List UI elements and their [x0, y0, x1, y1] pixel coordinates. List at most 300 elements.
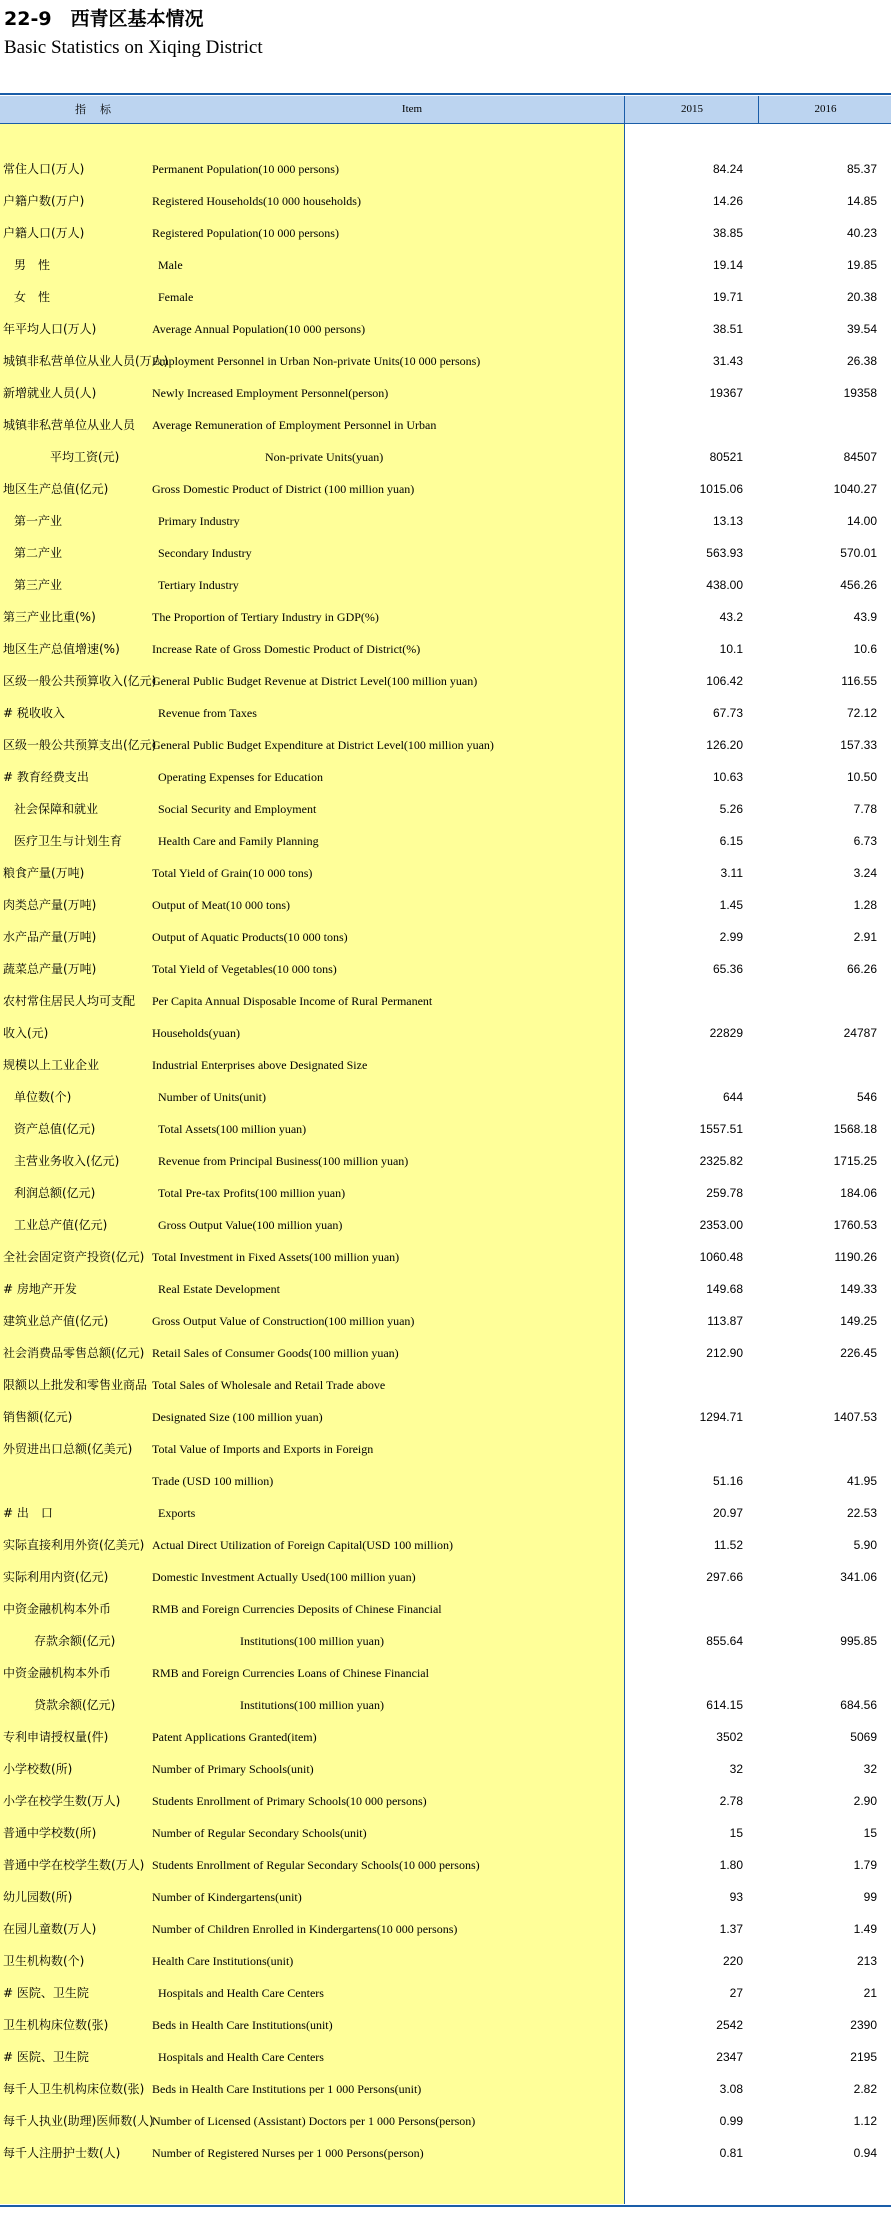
value-2016: 226.45 [840, 1346, 877, 1360]
row-label-en: Number of Registered Nurses per 1 000 Persons(person) [152, 2146, 424, 2160]
row-label-zh: 贷款余额(亿元) [34, 1698, 116, 1712]
row-label-en: Beds in Health Care Institutions(unit) [152, 2018, 333, 2032]
row-label-zh: 实际直接利用外资(亿美元) [3, 1538, 145, 1552]
value-2015: 149.68 [706, 1282, 743, 1296]
row-label-en: Hospitals and Health Care Centers [158, 2050, 324, 2064]
row-label-zh: 普通中学校数(所) [3, 1826, 97, 1840]
row-label-en: Number of Regular Secondary Schools(unit) [152, 1826, 367, 1840]
value-2016: 0.94 [853, 2146, 877, 2160]
row-label-en: Industrial Enterprises above Designated Size [152, 1058, 368, 1072]
value-2015: 84.24 [712, 162, 743, 176]
value-2015: 15 [729, 1826, 743, 1840]
top-rule [0, 93, 891, 95]
value-2016: 213 [856, 1954, 877, 1968]
value-2016: 1407.53 [833, 1410, 877, 1424]
table-row [0, 1049, 891, 1081]
table-row [0, 1689, 891, 1721]
table-row [0, 825, 891, 857]
row-label-en: Retail Sales of Consumer Goods(100 million yuan) [152, 1346, 399, 1360]
value-2015: 1.80 [719, 1858, 743, 1872]
value-2016: 14.00 [846, 514, 877, 528]
row-label-en: Number of Licensed (Assistant) Doctors per 1 000 Persons(person) [152, 2114, 476, 2128]
row-label-zh: 第一产业 [14, 514, 63, 528]
value-2016: 32 [863, 1762, 877, 1776]
table-row [0, 441, 891, 473]
row-label-en: Employment Personnel in Urban Non-private Units(10 000 persons) [152, 354, 481, 368]
row-label-en: The Proportion of Tertiary Industry in GDP(%) [152, 610, 379, 624]
row-label-zh: 在园儿童数(万人) [3, 1922, 97, 1936]
row-label-zh: 蔬菜总产量(万吨) [3, 962, 97, 976]
table-row [0, 2073, 891, 2105]
value-2015: 0.99 [719, 2114, 743, 2128]
row-label-zh: 粮食产量(万吨) [3, 866, 85, 880]
value-2015: 38.51 [712, 322, 743, 336]
table-row [0, 313, 891, 345]
value-2015: 212.90 [706, 1346, 743, 1360]
value-2015: 438.00 [706, 578, 743, 592]
value-2015: 1060.48 [699, 1250, 743, 1264]
row-label-en: Number of Primary Schools(unit) [152, 1762, 314, 1776]
table-row [0, 1913, 891, 1945]
row-label-zh: 社会保障和就业 [14, 802, 99, 816]
value-2016: 2.90 [853, 1794, 877, 1808]
table-row [0, 249, 891, 281]
value-2016: 39.54 [846, 322, 877, 336]
row-label-zh: 肉类总产量(万吨) [3, 898, 97, 912]
value-2016: 22.53 [846, 1506, 877, 1520]
value-2015: 51.16 [712, 1474, 743, 1488]
row-label-en: Increase Rate of Gross Domestic Product of District(%) [152, 642, 421, 656]
value-2015: 31.43 [712, 354, 743, 368]
row-label-zh: 地区生产总值(亿元) [3, 482, 109, 496]
row-label-zh: 男 性 [14, 258, 51, 272]
row-label-en: Hospitals and Health Care Centers [158, 1986, 324, 2000]
value-2016: 341.06 [840, 1570, 877, 1584]
table-row [0, 1209, 891, 1241]
row-label-en: Output of Aquatic Products(10 000 tons) [152, 930, 348, 944]
value-2016: 21 [863, 1986, 877, 2000]
row-label-zh: # 医院、卫生院 [3, 1986, 89, 2000]
value-2016: 26.38 [846, 354, 877, 368]
table-row [0, 473, 891, 505]
value-2015: 19.71 [712, 290, 743, 304]
row-label-zh: 限额以上批发和零售业商品 [3, 1378, 148, 1392]
row-label-zh: # 教育经费支出 [3, 770, 89, 784]
table-row [0, 601, 891, 633]
table-row [0, 1721, 891, 1753]
value-2015: 259.78 [706, 1186, 743, 1200]
row-label-en: Social Security and Employment [158, 802, 317, 816]
value-2016: 456.26 [840, 578, 877, 592]
row-label-en: Students Enrollment of Regular Secondary Schools(10 000 persons) [152, 1858, 480, 1872]
value-2015: 3502 [716, 1730, 743, 1744]
page-header [4, 4, 263, 62]
row-label-zh: 户籍户数(万户) [3, 194, 85, 208]
row-label-zh: 全社会固定资产投资(亿元) [3, 1250, 145, 1264]
value-2016: 1.12 [853, 2114, 877, 2128]
value-2016: 6.73 [853, 834, 877, 848]
row-label-en: Patent Applications Granted(item) [152, 1730, 317, 1744]
table-row [0, 1337, 891, 1369]
row-label-zh: 主营业务收入(亿元) [14, 1154, 120, 1168]
row-label-en: Average Annual Population(10 000 persons) [152, 322, 366, 336]
row-label-zh: 普通中学在校学生数(万人) [3, 1858, 145, 1872]
row-label-zh: 每千人卫生机构床位数(张) [3, 2082, 145, 2096]
row-label-zh: # 房地产开发 [3, 1282, 77, 1296]
value-2016: 116.55 [841, 674, 877, 688]
table-row [0, 1401, 891, 1433]
value-2016: 995.85 [840, 1634, 877, 1648]
value-2016: 66.26 [846, 962, 877, 976]
value-2016: 10.50 [846, 770, 877, 784]
value-2016: 2.91 [853, 930, 877, 944]
value-2015: 93 [729, 1890, 743, 1904]
row-label-en: Number of Children Enrolled in Kindergartens(10 000 persons) [152, 1922, 458, 1936]
row-label-en: Registered Households(10 000 households) [152, 194, 361, 208]
row-label-en: Institutions(100 million yuan) [240, 1634, 384, 1648]
row-label-en: Total Yield of Grain(10 000 tons) [152, 866, 313, 880]
row-label-zh: 每千人注册护士数(人) [3, 2146, 121, 2160]
row-label-en: Tertiary Industry [158, 578, 239, 592]
row-label-zh: 规模以上工业企业 [3, 1058, 100, 1072]
row-label-en: Revenue from Taxes [158, 706, 257, 720]
table-row [0, 377, 891, 409]
row-label-en: Health Care Institutions(unit) [152, 1954, 294, 1968]
table-body [0, 153, 891, 2169]
row-label-en: Female [158, 290, 194, 304]
table-row [0, 889, 891, 921]
value-2015: 2542 [716, 2018, 743, 2032]
table-row [0, 793, 891, 825]
row-label-zh: 卫生机构床位数(张) [3, 2018, 109, 2032]
value-2015: 126.20 [706, 738, 743, 752]
row-label-en: Gross Output Value of Construction(100 million yuan) [152, 1314, 415, 1328]
row-label-en: Students Enrollment of Primary Schools(10 000 persons) [152, 1794, 427, 1808]
row-label-zh: 户籍人口(万人) [3, 226, 85, 240]
row-label-en: RMB and Foreign Currencies Loans of Chinese Financial [152, 1666, 429, 1680]
row-label-zh: 城镇非私营单位从业人员(万人) [3, 354, 169, 368]
table-row [0, 2137, 891, 2169]
table-row [0, 1625, 891, 1657]
value-2016: 1760.53 [833, 1218, 877, 1232]
table-row [0, 1817, 891, 1849]
table-row [0, 1081, 891, 1113]
value-2015: 3.08 [719, 2082, 743, 2096]
table-row [0, 1273, 891, 1305]
row-label-en: Total Pre-tax Profits(100 million yuan) [158, 1186, 346, 1200]
row-label-en: Non-private Units(yuan) [265, 450, 384, 464]
value-2016: 1.49 [853, 1922, 877, 1936]
table-row [0, 1881, 891, 1913]
table-row [0, 153, 891, 185]
value-2015: 113.87 [707, 1314, 743, 1328]
row-label-en: Total Sales of Wholesale and Retail Trade above [152, 1378, 386, 1392]
value-2015: 220 [722, 1954, 743, 1968]
value-2015: 2.99 [719, 930, 743, 944]
value-2016: 1190.26 [834, 1250, 877, 1264]
value-2015: 3.11 [720, 866, 743, 880]
row-label-en: General Public Budget Expenditure at District Level(100 million yuan) [152, 738, 494, 752]
value-2015: 20.97 [712, 1506, 743, 1520]
table-row [0, 1529, 891, 1561]
value-2016: 24787 [843, 1026, 877, 1040]
table-header [0, 96, 891, 124]
value-2016: 5.90 [853, 1538, 877, 1552]
table-row [0, 1465, 891, 1497]
row-label-zh: 资产总值(亿元) [14, 1122, 96, 1136]
row-label-zh: 第二产业 [14, 546, 63, 560]
value-2016: 84507 [843, 450, 877, 464]
row-label-en: Permanent Population(10 000 persons) [152, 162, 339, 176]
table-row [0, 1241, 891, 1273]
table-row [0, 345, 891, 377]
table-row [0, 665, 891, 697]
header-year-2015: 2015 [624, 96, 759, 123]
header-item: Item [401, 103, 423, 115]
value-2015: 106.42 [706, 674, 743, 688]
title-en: Basic Statistics on Xiqing District [4, 37, 263, 58]
row-label-zh: 医疗卫生与计划生育 [14, 834, 123, 848]
value-2015: 1.45 [719, 898, 743, 912]
row-label-en: Output of Meat(10 000 tons) [152, 898, 290, 912]
row-label-en: Per Capita Annual Disposable Income of Rural Permanent [152, 994, 433, 1008]
row-label-en: Gross Domestic Product of District (100 million yuan) [152, 482, 415, 496]
row-label-en: Number of Kindergartens(unit) [152, 1890, 302, 1904]
value-2015: 10.63 [712, 770, 743, 784]
value-2015: 11.52 [713, 1538, 743, 1552]
table-row [0, 1305, 891, 1337]
table-row [0, 569, 891, 601]
value-2016: 1715.25 [833, 1154, 877, 1168]
value-2015: 0.81 [719, 2146, 743, 2160]
value-2016: 546 [856, 1090, 877, 1104]
row-label-en: Gross Output Value(100 million yuan) [158, 1218, 343, 1232]
table-row [0, 697, 891, 729]
value-2016: 14.85 [846, 194, 877, 208]
row-label-zh: 社会消费品零售总额(亿元) [3, 1346, 145, 1360]
row-label-zh: 小学在校学生数(万人) [3, 1794, 121, 1808]
row-label-en: Secondary Industry [158, 546, 252, 560]
value-2015: 65.36 [712, 962, 743, 976]
value-2015: 19367 [709, 386, 743, 400]
row-label-zh: 销售额(亿元) [3, 1410, 73, 1424]
table-row [0, 953, 891, 985]
value-2016: 2390 [850, 2018, 877, 2032]
value-2016: 43.9 [853, 610, 877, 624]
row-label-zh: 区级一般公共预算支出(亿元) [3, 738, 157, 752]
row-label-zh: 单位数(个) [14, 1090, 72, 1104]
value-2016: 184.06 [840, 1186, 877, 1200]
table-row [0, 1593, 891, 1625]
table-row [0, 409, 891, 441]
value-2015: 644 [722, 1090, 743, 1104]
row-label-en: Total Value of Imports and Exports in Foreign [152, 1442, 374, 1456]
table-row [0, 1977, 891, 2009]
row-label-zh: 每千人执业(助理)医师数(人) [3, 2114, 154, 2128]
row-label-zh: # 出 口 [3, 1506, 53, 1520]
row-label-zh: 幼儿园数(所) [3, 1890, 73, 1904]
value-2016: 41.95 [846, 1474, 877, 1488]
row-label-zh: 建筑业总产值(亿元) [3, 1314, 109, 1328]
row-label-en: Registered Population(10 000 persons) [152, 226, 339, 240]
row-label-en: Exports [158, 1506, 196, 1520]
value-2016: 15 [863, 1826, 877, 1840]
value-2016: 684.56 [840, 1698, 877, 1712]
value-2016: 85.37 [846, 162, 877, 176]
row-label-zh: 卫生机构数(个) [3, 1954, 85, 1968]
value-2015: 43.2 [719, 610, 743, 624]
table-row [0, 921, 891, 953]
table-row [0, 537, 891, 569]
value-2016: 3.24 [853, 866, 877, 880]
value-2016: 570.01 [840, 546, 877, 560]
value-2016: 7.78 [853, 802, 877, 816]
row-label-en: Institutions(100 million yuan) [240, 1698, 384, 1712]
row-label-zh: # 医院、卫生院 [3, 2050, 89, 2064]
value-2016: 157.33 [840, 738, 877, 752]
value-2015: 6.15 [719, 834, 743, 848]
value-2015: 10.1 [719, 642, 743, 656]
value-2016: 1040.27 [833, 482, 877, 496]
value-2016: 2195 [850, 2050, 877, 2064]
value-2015: 855.64 [706, 1634, 743, 1648]
value-2015: 14.26 [712, 194, 743, 208]
row-label-zh: 地区生产总值增速(%) [3, 642, 120, 656]
row-label-en: Total Yield of Vegetables(10 000 tons) [152, 962, 337, 976]
table-row [0, 761, 891, 793]
table-row [0, 985, 891, 1017]
value-2016: 1568.18 [833, 1122, 877, 1136]
table-row [0, 1433, 891, 1465]
value-2015: 1294.71 [699, 1410, 743, 1424]
value-2015: 2353.00 [699, 1218, 743, 1232]
table-row [0, 857, 891, 889]
value-2015: 19.14 [712, 258, 743, 272]
row-label-zh: 平均工资(元) [50, 450, 120, 464]
value-2016: 40.23 [846, 226, 877, 240]
value-2016: 5069 [850, 1730, 877, 1744]
row-label-zh: 外贸进出口总额(亿美元) [3, 1442, 133, 1456]
row-label-en: Total Assets(100 million yuan) [158, 1122, 307, 1136]
row-label-en: General Public Budget Revenue at District Level(100 million yuan) [152, 674, 478, 688]
row-label-zh: 第三产业比重(%) [3, 610, 96, 624]
table-row [0, 1561, 891, 1593]
value-2015: 1557.51 [699, 1122, 743, 1136]
value-2016: 1.79 [853, 1858, 877, 1872]
row-label-en: RMB and Foreign Currencies Deposits of Chinese Financial [152, 1602, 442, 1616]
row-label-zh: 区级一般公共预算收入(亿元) [3, 674, 157, 688]
row-label-zh: 农村常住居民人均可支配 [3, 994, 136, 1008]
value-2015: 1015.06 [699, 482, 743, 496]
row-label-zh: 水产品产量(万吨) [3, 930, 97, 944]
row-label-zh: 女 性 [14, 290, 51, 304]
value-2015: 13.13 [712, 514, 743, 528]
row-label-zh: 第三产业 [14, 578, 63, 592]
row-label-zh: 专利申请授权量(件) [3, 1730, 109, 1744]
value-2015: 614.15 [706, 1698, 743, 1712]
table-row [0, 1753, 891, 1785]
row-label-en: Real Estate Development [158, 1282, 280, 1296]
table-row [0, 505, 891, 537]
row-label-zh: 中资金融机构本外币 [3, 1602, 112, 1616]
row-label-zh: 存款余额(亿元) [34, 1634, 116, 1648]
value-2016: 20.38 [846, 290, 877, 304]
value-2016: 72.12 [846, 706, 877, 720]
row-label-zh: 常住人口(万人) [3, 162, 85, 176]
value-2015: 32 [729, 1762, 743, 1776]
table-row [0, 1017, 891, 1049]
row-label-en: Number of Units(unit) [158, 1090, 266, 1104]
table-row [0, 1113, 891, 1145]
value-2016: 10.6 [853, 642, 877, 656]
row-label-en: Primary Industry [158, 514, 240, 528]
value-2015: 563.93 [706, 546, 743, 560]
row-label-zh: 年平均人口(万人) [3, 322, 97, 336]
table-row [0, 1369, 891, 1401]
table-row [0, 1849, 891, 1881]
value-2015: 297.66 [706, 1570, 743, 1584]
row-label-zh: 中资金融机构本外币 [3, 1666, 112, 1680]
table-row [0, 729, 891, 761]
table-row [0, 1657, 891, 1689]
value-2015: 2.78 [719, 1794, 743, 1808]
value-2016: 149.33 [840, 1282, 877, 1296]
table-row [0, 1145, 891, 1177]
row-label-zh: 城镇非私营单位从业人员 [3, 418, 136, 432]
table-row [0, 185, 891, 217]
table-row [0, 217, 891, 249]
value-2016: 99 [863, 1890, 877, 1904]
value-2015: 38.85 [712, 226, 743, 240]
value-2016: 19.85 [846, 258, 877, 272]
table-row [0, 1945, 891, 1977]
bottom-rule [0, 2205, 891, 2207]
row-label-en: Households(yuan) [152, 1026, 240, 1040]
table-row [0, 1177, 891, 1209]
value-2015: 2325.82 [699, 1154, 743, 1168]
row-label-en: Designated Size (100 million yuan) [152, 1410, 323, 1424]
header-indicator: 指标 [75, 103, 125, 116]
row-label-zh: 实际利用内资(亿元) [3, 1570, 109, 1584]
row-label-en: Beds in Health Care Institutions per 1 000 Persons(unit) [152, 2082, 422, 2096]
row-label-en: Health Care and Family Planning [158, 834, 319, 848]
value-2016: 149.25 [840, 1314, 877, 1328]
value-2015: 2347 [716, 2050, 743, 2064]
value-2016: 1.28 [853, 898, 877, 912]
table-row [0, 2105, 891, 2137]
row-label-en: Male [158, 258, 183, 272]
row-label-en: Total Investment in Fixed Assets(100 million yuan) [152, 1250, 400, 1264]
table-row [0, 1497, 891, 1529]
row-label-zh: 小学校数(所) [3, 1762, 73, 1776]
table-row [0, 2009, 891, 2041]
value-2016: 19358 [843, 386, 877, 400]
row-label-zh: 利润总额(亿元) [14, 1186, 96, 1200]
header-year-2016: 2016 [758, 96, 891, 123]
value-2016: 2.82 [853, 2082, 877, 2096]
table-row [0, 281, 891, 313]
row-label-en: Domestic Investment Actually Used(100 million yuan) [152, 1570, 416, 1584]
value-2015: 22829 [709, 1026, 743, 1040]
row-label-en: Operating Expenses for Education [158, 770, 323, 784]
title-zh: 22-9 西青区基本情况 [4, 8, 204, 30]
value-2015: 80521 [709, 450, 743, 464]
row-label-zh: 新增就业人员(人) [3, 386, 97, 400]
row-label-en: Newly Increased Employment Personnel(person) [152, 386, 389, 400]
row-label-en: Average Remuneration of Employment Personnel in Urban [152, 418, 437, 432]
row-label-zh: # 税收收入 [3, 706, 65, 720]
value-2015: 5.26 [719, 802, 743, 816]
